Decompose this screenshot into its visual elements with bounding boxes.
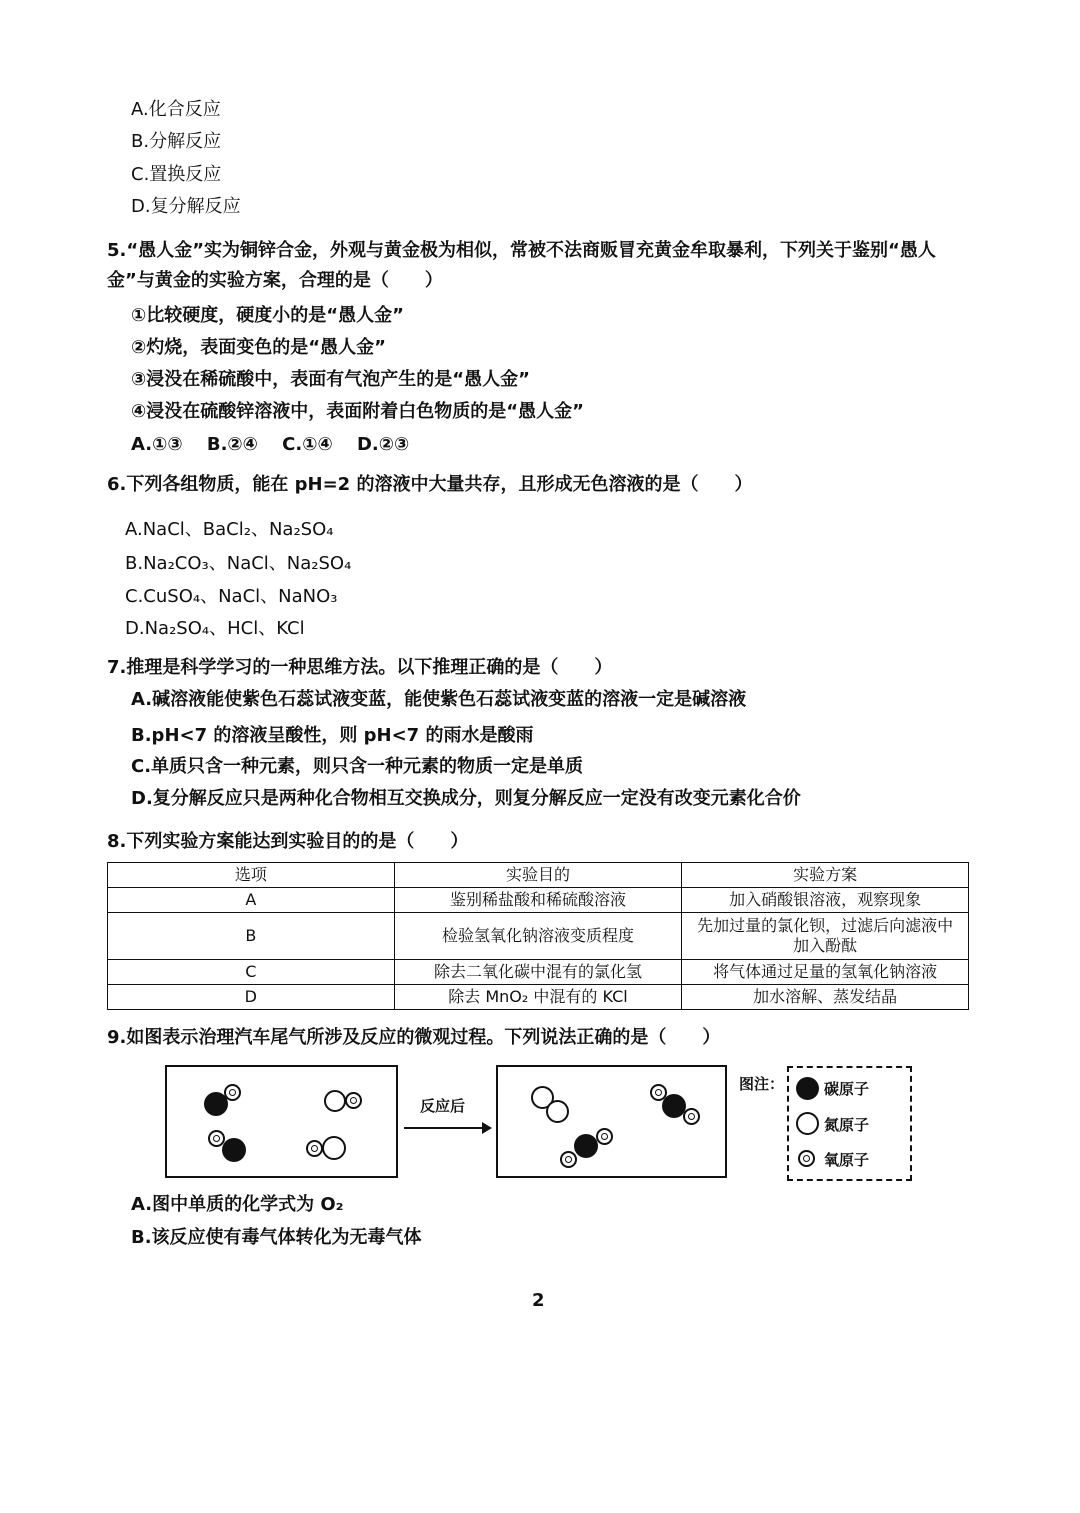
table-row [108, 913, 969, 960]
q9-stem: 9.如图表示治理汽车尾气所涉及反应的微观过程。下列说法正确的是（ ） [107, 1027, 721, 1048]
q6-option-b: B.Na₂CO₃、NaCl、Na₂SO₄ [125, 553, 352, 574]
q5-item-4: ④浸没在硫酸锌溶液中，表面附着白色物质的是“愚人金” [131, 401, 584, 422]
q4-option-b: B.分解反应 [131, 131, 222, 152]
row-b-option: B [108, 913, 395, 960]
q6-option-c: C.CuSO₄、NaCl、NaNO₃ [125, 586, 338, 607]
page-number: 2 [532, 1290, 545, 1311]
oxygen-atom [560, 1151, 577, 1168]
q5-stem-line1: 5.“愚人金”实为铜锌合金，外观与黄金极为相似，常被不法商贩冒充黄金牟取暴利，下列关于鉴别“愚人 [107, 240, 936, 261]
row-a-plan: 加入硝酸银溶液，观察现象 [682, 888, 969, 913]
oxygen-atom [596, 1128, 613, 1145]
q5-item-1: ①比较硬度，硬度小的是“愚人金” [131, 305, 404, 326]
q5-item-3: ③浸没在稀硫酸中，表面有气泡产生的是“愚人金” [131, 369, 530, 390]
nitrogen-atom [546, 1100, 569, 1123]
legend-carbon: 碳原子 [824, 1080, 870, 1098]
table-row [108, 960, 969, 985]
q6-option-a: A.NaCl、BaCl₂、Na₂SO₄ [125, 519, 334, 540]
nitrogen-atom-legend-icon [796, 1112, 819, 1135]
header-option: 选项 [108, 863, 395, 888]
nitrogen-atom [322, 1136, 346, 1160]
row-c-goal: 除去二氧化碳中混有的氯化氢 [394, 960, 682, 985]
q4-option-d: D.复分解反应 [131, 196, 241, 217]
row-c-option: C [108, 960, 395, 985]
q5-item-2: ②灼烧，表面变色的是“愚人金” [131, 337, 386, 358]
oxygen-atom [683, 1108, 700, 1125]
row-b-plan-line1: 先加过量的氯化钡，过滤后向滤液中 [697, 916, 954, 935]
q9-option-a: A.图中单质的化学式为 O₂ [131, 1194, 344, 1215]
arrow-label: 反应后 [420, 1097, 466, 1115]
oxygen-atom [345, 1092, 362, 1109]
row-a-goal: 鉴别稀盐酸和稀硫酸溶液 [394, 888, 682, 913]
q8-stem: 8.下列实验方案能达到实验目的的是（ ） [107, 831, 469, 852]
table-header-row [108, 863, 969, 888]
table-row [108, 888, 969, 913]
header-goal: 实验目的 [394, 863, 682, 888]
q5-stem-line2: 金”与黄金的实验方案，合理的是（ ） [107, 270, 443, 291]
q6-stem: 6.下列各组物质，能在 pH=2 的溶液中大量共存，且形成无色溶液的是（ ） [107, 474, 753, 495]
carbon-atom-legend-icon [796, 1077, 819, 1100]
row-b-goal: 检验氢氧化钠溶液变质程度 [394, 913, 682, 960]
oxygen-atom [224, 1084, 241, 1101]
oxygen-atom [306, 1140, 323, 1157]
row-d-goal: 除去 MnO₂ 中混有的 KCl [394, 985, 682, 1010]
nitrogen-atom [324, 1090, 346, 1112]
arrow-head-icon [482, 1122, 492, 1134]
table-row [108, 985, 969, 1010]
reaction-arrow [404, 1127, 484, 1129]
row-d-option: D [108, 985, 395, 1010]
q6-option-d: D.Na₂SO₄、HCl、KCl [125, 618, 305, 639]
legend-oxygen: 氧原子 [824, 1151, 870, 1169]
q4-option-a: A.化合反应 [131, 99, 221, 120]
q9-option-b: B.该反应使有毒气体转化为无毒气体 [131, 1227, 422, 1248]
legend-title: 图注： [739, 1075, 785, 1093]
row-b-plan-line2: 加入酚酞 [793, 936, 858, 955]
q4-option-c: C.置换反应 [131, 164, 222, 185]
q7-option-d: D.复分解反应只是两种化合物相互交换成分，则复分解反应一定没有改变元素化合价 [131, 788, 801, 809]
q7-stem: 7.推理是科学学习的一种思维方法。以下推理正确的是（ ） [107, 657, 613, 678]
header-plan: 实验方案 [682, 863, 969, 888]
q7-option-b: B.pH<7 的溶液呈酸性，则 pH<7 的雨水是酸雨 [131, 725, 534, 746]
q7-option-c: C.单质只含一种元素，则只含一种元素的物质一定是单质 [131, 756, 584, 777]
carbon-atom [574, 1134, 598, 1158]
oxygen-atom-legend-icon [798, 1150, 815, 1167]
q7-option-a: A.碱溶液能使紫色石蕊试液变蓝，能使紫色石蕊试液变蓝的溶液一定是碱溶液 [131, 689, 747, 710]
experiment-table [107, 862, 969, 1010]
legend-nitrogen: 氮原子 [824, 1116, 870, 1134]
row-a-option: A [108, 888, 395, 913]
row-b-plan [682, 913, 969, 960]
reactants-box [165, 1065, 398, 1178]
q5-options: A.①③ B.②④ C.①④ D.②③ [131, 434, 410, 455]
row-d-plan: 加水溶解、蒸发结晶 [682, 985, 969, 1010]
carbon-atom [222, 1138, 246, 1162]
row-c-plan: 将气体通过足量的氢氧化钠溶液 [682, 960, 969, 985]
